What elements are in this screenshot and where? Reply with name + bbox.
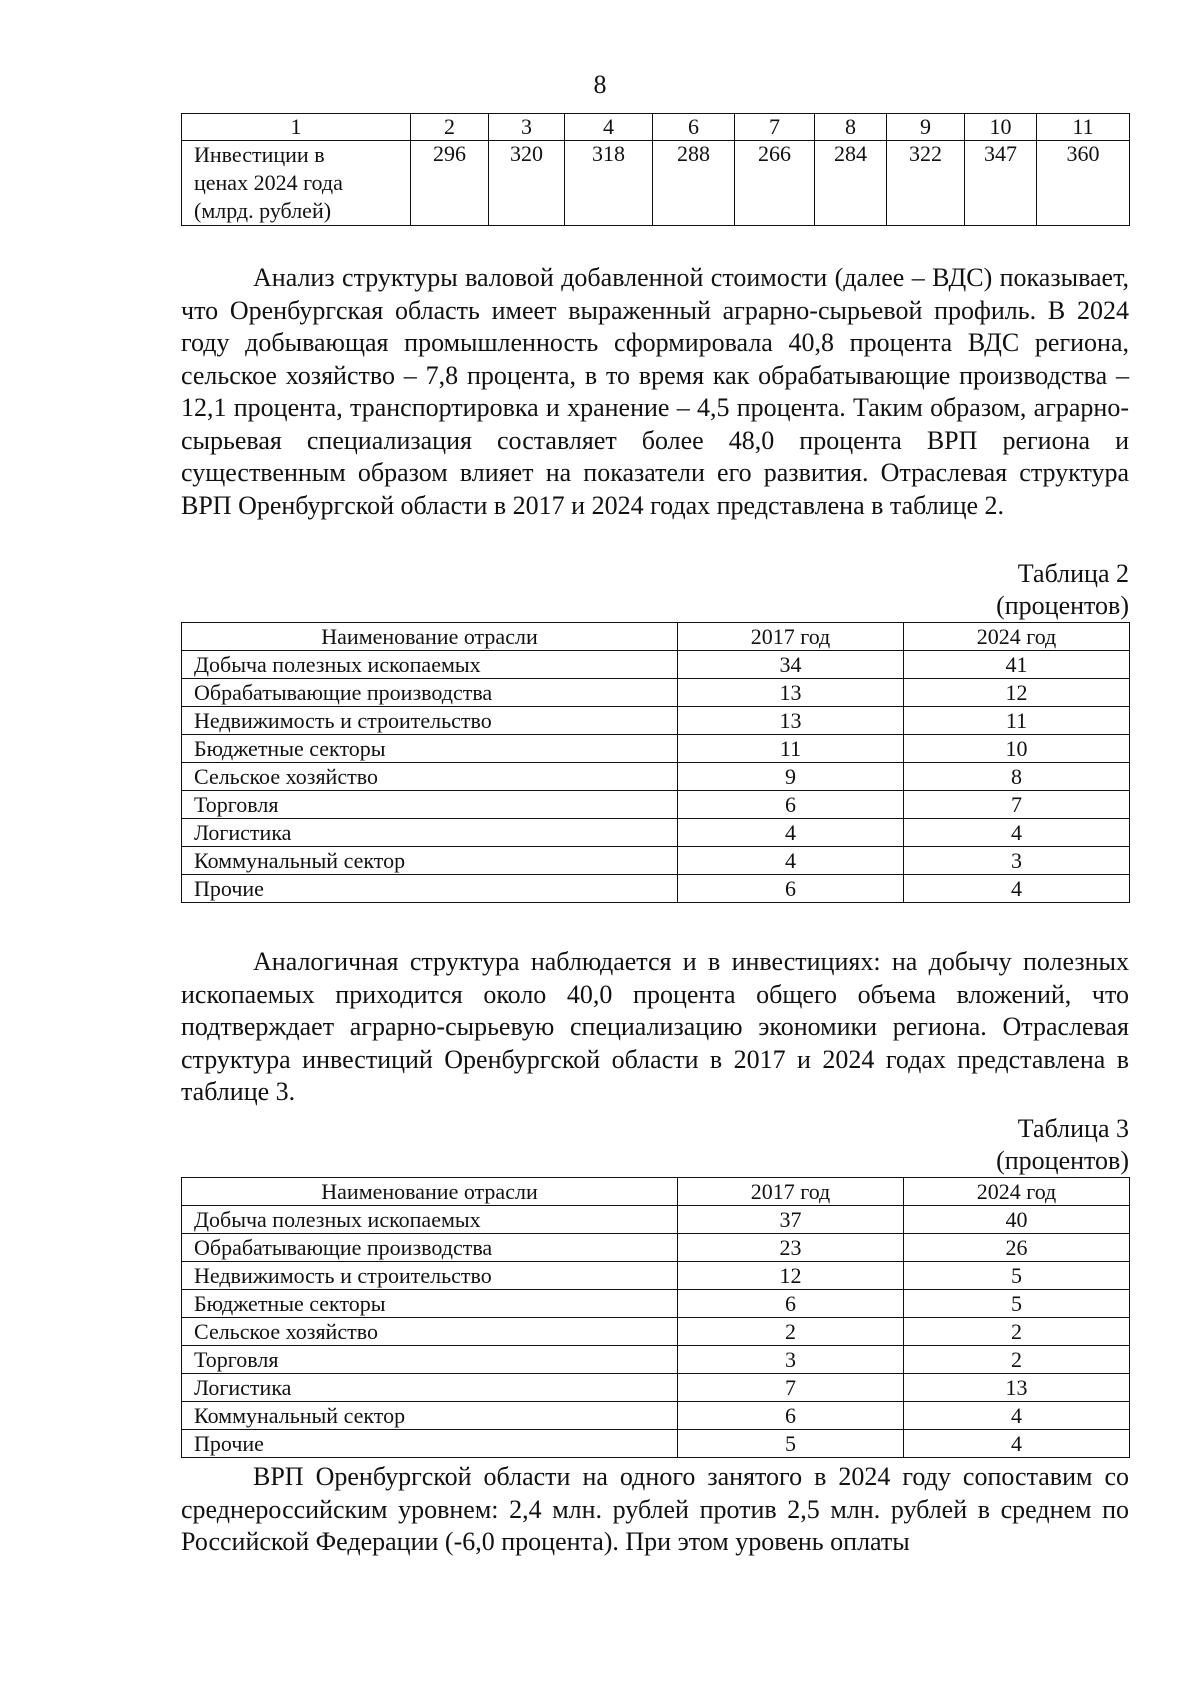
grp-structure-table xyxy=(181,622,1130,903)
table-header-cell: 6 xyxy=(653,114,735,141)
paragraph-grp-per-employee: ВРП Оренбургской области на одного занятого в 2024 году сопоставим со среднероссийским уровнем: 2,4 млн. рублей против 2,5 млн. рублей в среднем по Российской Федерации (-6,0 процента). При этом уровень оплаты xyxy=(181,1462,1129,1556)
table-row xyxy=(182,1346,1130,1374)
table-header-cell: 8 xyxy=(815,114,887,141)
industry-name-cell: Сельское хозяйство xyxy=(182,1318,678,1346)
percent-cell: 12 xyxy=(678,1262,904,1290)
industry-name-cell: Торговля xyxy=(182,791,678,819)
percent-cell: 40 xyxy=(904,1206,1130,1234)
table3-units: (процентов) xyxy=(996,1146,1129,1175)
percent-cell: 26 xyxy=(904,1234,1130,1262)
table-header-cell: 9 xyxy=(887,114,965,141)
percent-cell: 13 xyxy=(678,679,904,707)
table-header-cell: 2 xyxy=(411,114,489,141)
percent-cell: 4 xyxy=(904,819,1130,847)
table-header-cell: 7 xyxy=(735,114,815,141)
percent-cell: 8 xyxy=(904,763,1130,791)
industry-name-cell: Недвижимость и строительство xyxy=(182,1262,678,1290)
row-label-line: ценах 2024 года xyxy=(194,170,343,195)
paragraph-vds-analysis: Анализ структуры валовой добавленной стоимости (далее – ВДС) показывает, что Оренбургская область имеет выраженный аграрно-сырьевой профиль. В 2024 году добывающая промышленность сформировала 40,8 процента ВДС региона, сельское хозяйство – 7,8 процента, в то время как обрабатывающие производства – 12,1 процента, транспортировка и хранение – 4,5 процента. Таким образом, аграрно-сырьевая специализация составляет более 48,0 процента ВРП региона и существенным образом влияет на показатели его развития. Отраслевая структура ВРП Оренбургской области в 2017 и 2024 годах представлена в таблице 2. xyxy=(181,263,1129,520)
industry-name-cell: Сельское хозяйство xyxy=(182,763,678,791)
percent-cell: 10 xyxy=(904,735,1130,763)
industry-name-cell: Обрабатывающие производства xyxy=(182,679,678,707)
percent-cell: 11 xyxy=(904,707,1130,735)
industry-name-cell: Прочие xyxy=(182,1430,678,1458)
percent-cell: 4 xyxy=(904,1402,1130,1430)
table-row xyxy=(182,791,1130,819)
table-row xyxy=(182,847,1130,875)
industry-name-cell: Логистика xyxy=(182,819,678,847)
industry-name-cell: Прочие xyxy=(182,875,678,903)
industry-name-cell: Недвижимость и строительство xyxy=(182,707,678,735)
percent-cell: 6 xyxy=(678,875,904,903)
table-row xyxy=(182,763,1130,791)
industry-name-cell: Бюджетные секторы xyxy=(182,735,678,763)
table-row xyxy=(182,141,1130,226)
table-body xyxy=(182,623,1130,903)
table-row xyxy=(182,1318,1130,1346)
percent-cell: 13 xyxy=(678,707,904,735)
table-header-cell: 3 xyxy=(489,114,565,141)
row-label-line: (млрд. рублей) xyxy=(194,198,332,223)
industry-name-cell: Добыча полезных ископаемых xyxy=(182,651,678,679)
table-header-cell: 1 xyxy=(182,114,411,141)
table-row xyxy=(182,1262,1130,1290)
percent-cell: 2 xyxy=(678,1318,904,1346)
percent-cell: 4 xyxy=(904,875,1130,903)
percent-cell: 7 xyxy=(678,1374,904,1402)
table-row xyxy=(182,819,1130,847)
percent-cell: 5 xyxy=(678,1430,904,1458)
table-header-cell: 2024 год xyxy=(904,1178,1130,1206)
industry-name-cell: Логистика xyxy=(182,1374,678,1402)
table-header-cell: 4 xyxy=(565,114,653,141)
table-cell: 318 xyxy=(565,141,653,226)
industry-name-cell: Добыча полезных ископаемых xyxy=(182,1206,678,1234)
table-row xyxy=(182,735,1130,763)
table-row xyxy=(182,1206,1130,1234)
table-row xyxy=(182,875,1130,903)
percent-cell: 2 xyxy=(904,1346,1130,1374)
percent-cell: 6 xyxy=(678,1290,904,1318)
table3-caption: Таблица 3 xyxy=(1017,1114,1129,1143)
percent-cell: 4 xyxy=(678,819,904,847)
table-cell: 347 xyxy=(965,141,1037,226)
industry-name-cell: Обрабатывающие производства xyxy=(182,1234,678,1262)
industry-name-cell: Коммунальный сектор xyxy=(182,1402,678,1430)
percent-cell: 6 xyxy=(678,791,904,819)
percent-cell: 5 xyxy=(904,1290,1130,1318)
percent-cell: 37 xyxy=(678,1206,904,1234)
percent-cell: 13 xyxy=(904,1374,1130,1402)
investments-table xyxy=(181,113,1130,226)
page-number: 8 xyxy=(593,70,607,99)
table2-caption: Таблица 2 xyxy=(1017,559,1129,588)
industry-name-cell: Коммунальный сектор xyxy=(182,847,678,875)
table-header-cell: Наименование отрасли xyxy=(182,623,678,651)
percent-cell: 34 xyxy=(678,651,904,679)
table-cell: 296 xyxy=(411,141,489,226)
percent-cell: 7 xyxy=(904,791,1130,819)
table-row xyxy=(182,1374,1130,1402)
table-cell: 288 xyxy=(653,141,735,226)
table-header-cell: 2017 год xyxy=(678,1178,904,1206)
percent-cell: 9 xyxy=(678,763,904,791)
percent-cell: 4 xyxy=(904,1430,1130,1458)
table-row xyxy=(182,1430,1130,1458)
table-row xyxy=(182,1402,1130,1430)
table2-units: (процентов) xyxy=(996,591,1129,620)
table-header-row xyxy=(182,623,1130,651)
percent-cell: 5 xyxy=(904,1262,1130,1290)
percent-cell: 3 xyxy=(904,847,1130,875)
percent-cell: 41 xyxy=(904,651,1130,679)
percent-cell: 3 xyxy=(678,1346,904,1374)
percent-cell: 2 xyxy=(904,1318,1130,1346)
table-cell: 284 xyxy=(815,141,887,226)
percent-cell: 23 xyxy=(678,1234,904,1262)
table-header-cell: 11 xyxy=(1037,114,1130,141)
row-label-cell xyxy=(182,141,411,226)
table-row xyxy=(182,1234,1130,1262)
table-cell: 322 xyxy=(887,141,965,226)
table-cell: 266 xyxy=(735,141,815,226)
table-row xyxy=(182,707,1130,735)
industry-name-cell: Бюджетные секторы xyxy=(182,1290,678,1318)
table-row xyxy=(182,1290,1130,1318)
table-header-cell: Наименование отрасли xyxy=(182,1178,678,1206)
table-header-row xyxy=(182,1178,1130,1206)
percent-cell: 11 xyxy=(678,735,904,763)
paragraph-investment-structure: Аналогичная структура наблюдается и в инвестициях: на добычу полезных ископаемых приходится около 40,0 процента общего объема вложений, что подтверждает аграрно-сырьевую специализацию экономики региона. Отраслевая структура инвестиций Оренбургской области в 2017 и 2024 годах представлена в таблице 3. xyxy=(181,947,1129,1106)
table-header-cell: 2017 год xyxy=(678,623,904,651)
percent-cell: 4 xyxy=(678,847,904,875)
row-label-line: Инвестиции в xyxy=(194,142,325,167)
table-cell: 360 xyxy=(1037,141,1130,226)
investment-structure-table xyxy=(181,1177,1130,1458)
table-cell: 320 xyxy=(489,141,565,226)
industry-name-cell: Торговля xyxy=(182,1346,678,1374)
table-row xyxy=(182,651,1130,679)
table-header-row xyxy=(182,114,1130,141)
percent-cell: 6 xyxy=(678,1402,904,1430)
table-body xyxy=(182,1178,1130,1458)
percent-cell: 12 xyxy=(904,679,1130,707)
table-header-cell: 2024 год xyxy=(904,623,1130,651)
table-header-cell: 10 xyxy=(965,114,1037,141)
table-row xyxy=(182,679,1130,707)
